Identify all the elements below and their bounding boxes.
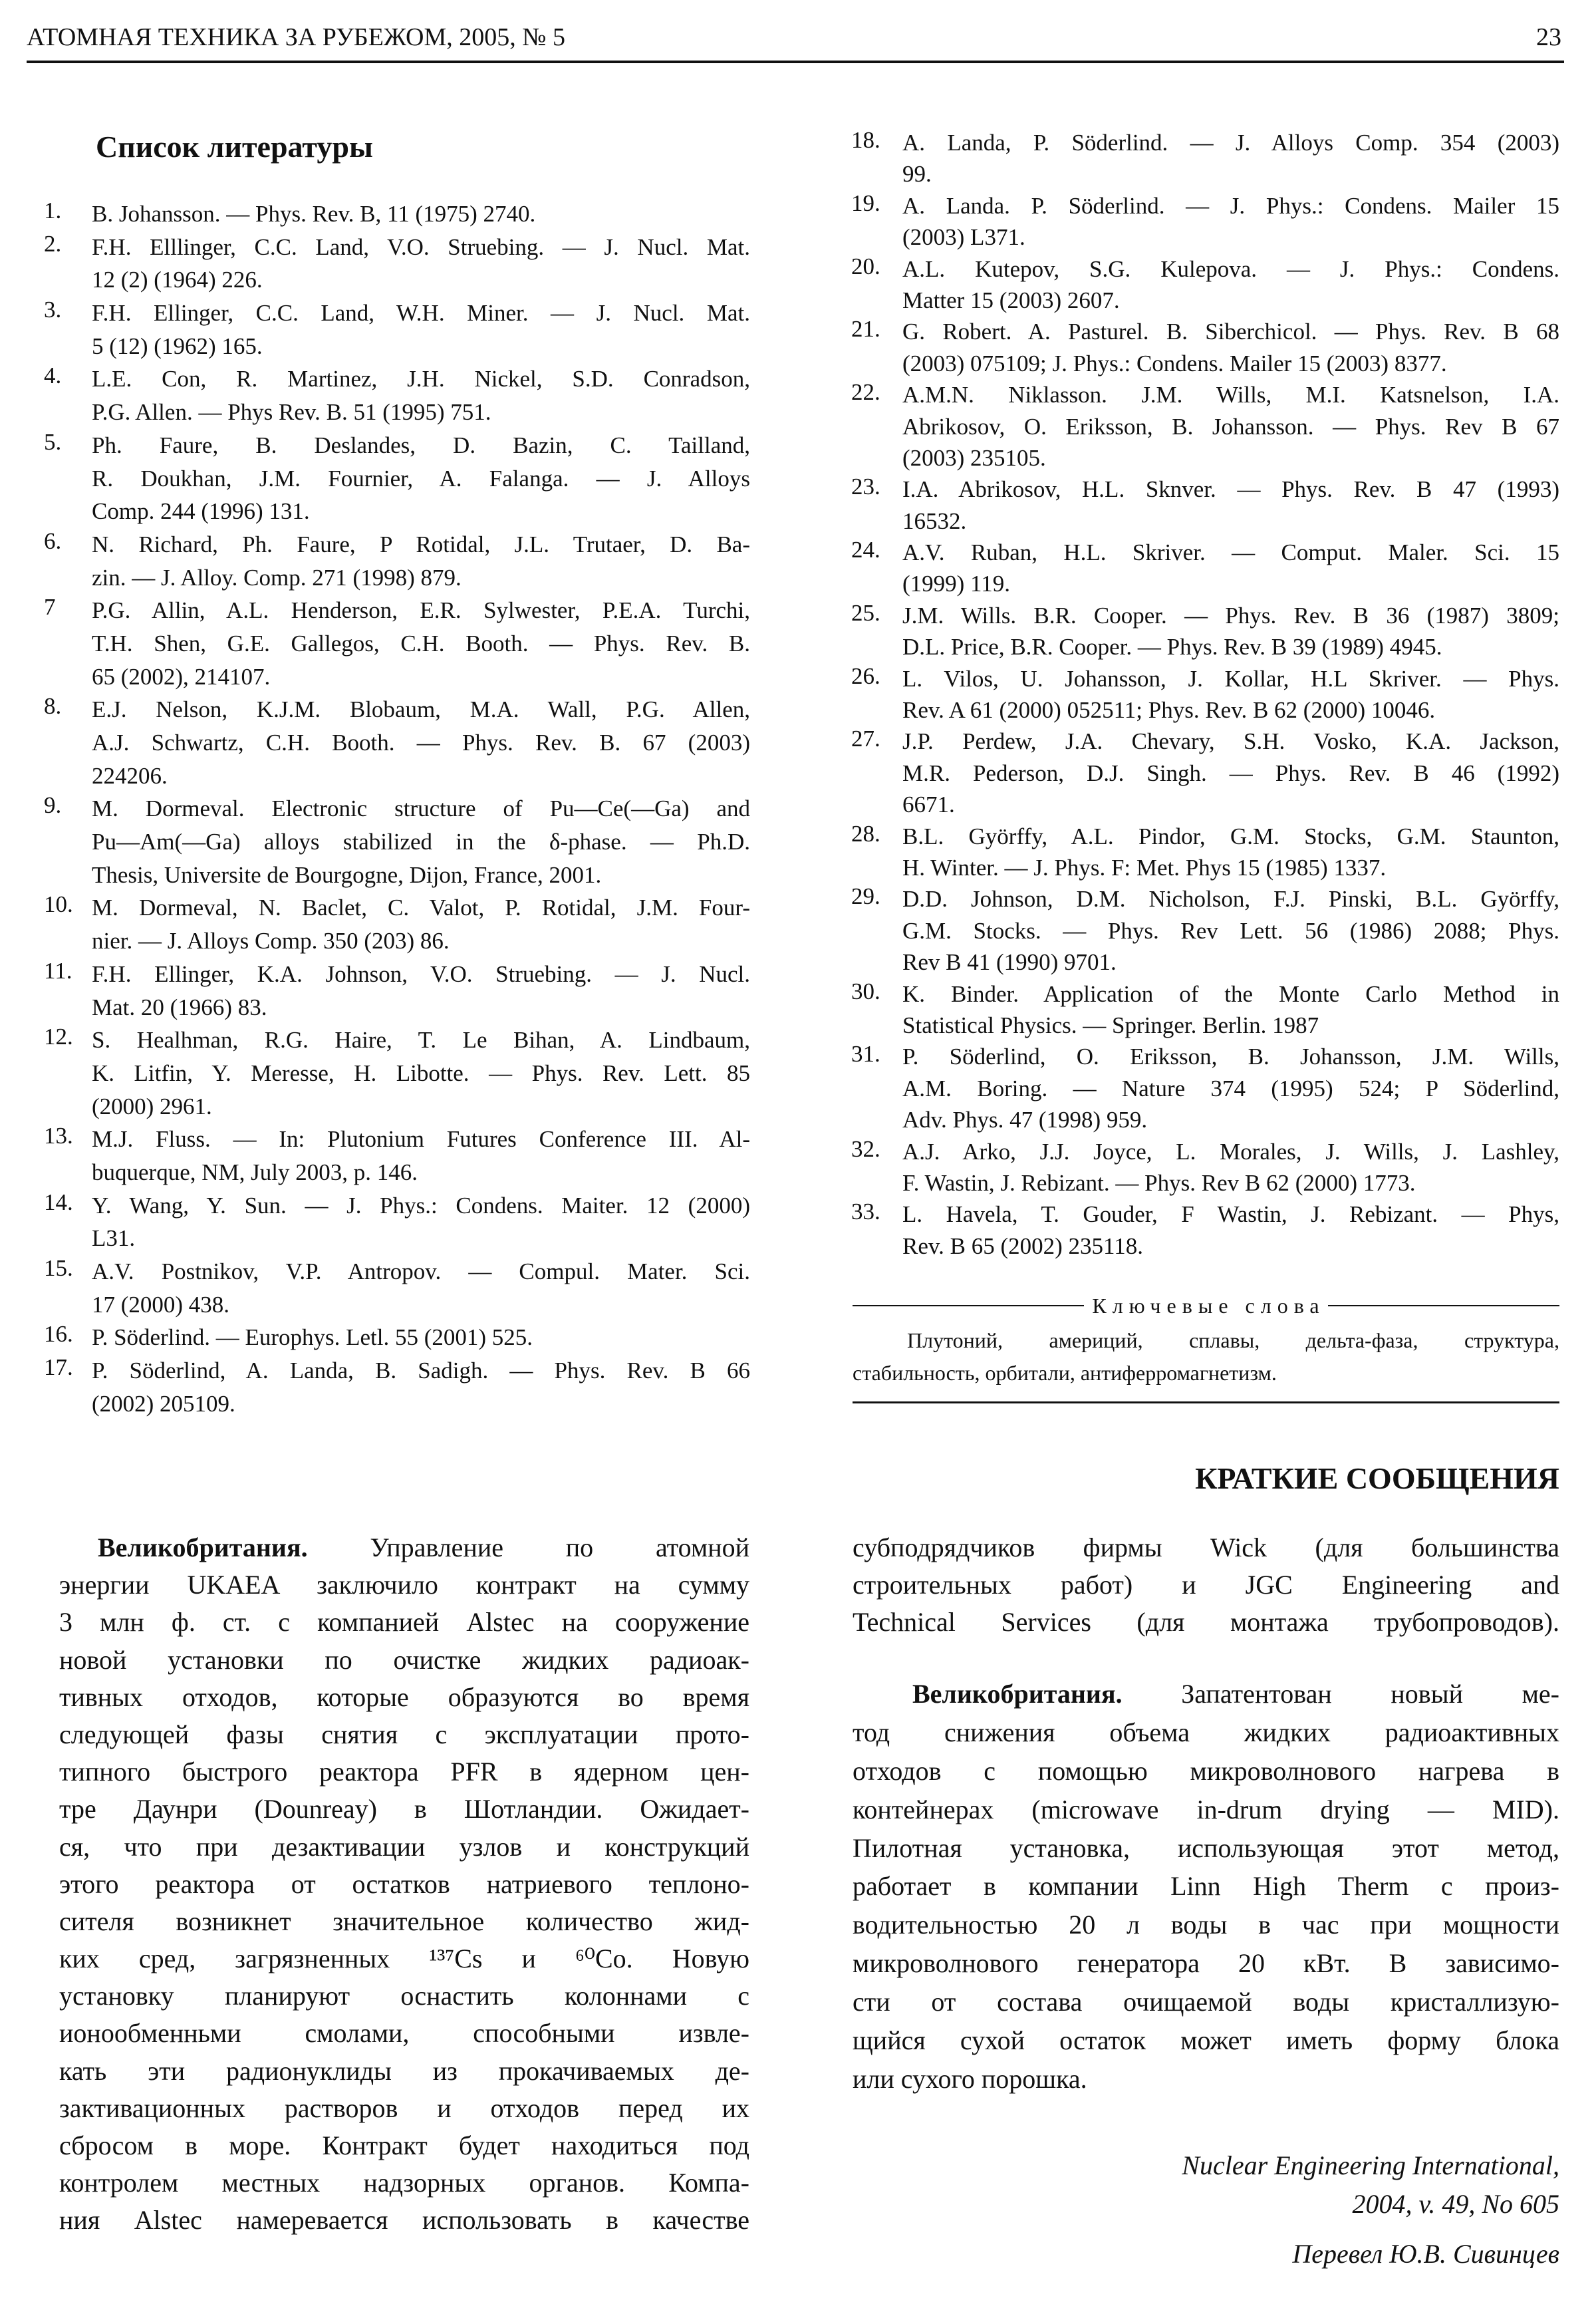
paragraph-line: [59, 2127, 749, 2164]
reference-line: (1999) 119.: [902, 571, 1011, 597]
paragraph-text: микроволнового генератора 20 кВт. В зависимо-: [853, 1948, 1559, 1979]
reference-line: D.D. Johnson, D.M. Nicholson, F.J. Pinski, B.L. Györffy,: [902, 886, 1559, 913]
news-item-uk-mid: [853, 1675, 1559, 2099]
reference-line: buquerque, NM, July 2003, p. 146.: [92, 1159, 418, 1185]
paragraph-text: 3 млн ф. ст. с компанией Alstec на сооружение: [59, 1607, 749, 1638]
reference-line: 17 (2000) 438.: [92, 1291, 230, 1318]
reference-line: G. Robert. A. Pasturel. B. Siberchicol. — Phys. Rev. B 68: [902, 319, 1559, 345]
reference-line: (2000) 2961.: [92, 1093, 212, 1119]
reference-line: Adv. Phys. 47 (1998) 959.: [902, 1107, 1148, 1133]
reference-line: P.G. Allin, A.L. Henderson, E.R. Sylwester, P.E.A. Turchi,: [92, 597, 750, 624]
reference-line: Y. Wang, Y. Sun. — J. Phys.: Condens. Maiter. 12 (2000): [92, 1192, 750, 1219]
reference-line: M. Dormeval, N. Baclet, C. Valot, P. Rotidal, J.M. Four-: [92, 895, 750, 921]
paragraph-line: [853, 2021, 1559, 2060]
reference-number: 27.: [851, 726, 880, 752]
paragraph-text: тре Даунри (Dounreay) в Шотландии. Ожидает-: [59, 1794, 749, 1824]
reference-line: P. Söderlind, A. Landa, B. Sadigh. — Phys. Rev. B 66: [92, 1358, 750, 1384]
paragraph-text: Пилотная установка, использующая этот метод,: [853, 1832, 1559, 1863]
paragraph-text: контейнерах (microwave in-drum drying — MID).: [853, 1794, 1559, 1824]
running-head: АТОМНАЯ ТЕХНИКА ЗА РУБЕЖОМ, 2005, № 5: [27, 23, 566, 51]
reference-line: A.V. Ruban, H.L. Skriver. — Comput. Maler. Sci. 15: [902, 539, 1559, 566]
reference-line: 16532.: [902, 507, 967, 534]
reference-item: [851, 1199, 1559, 1262]
paragraph-line: [853, 2060, 1559, 2099]
paragraph-line: [59, 1642, 749, 1679]
reference-number: 10.: [44, 891, 73, 918]
reference-number: 33.: [851, 1199, 880, 1225]
reference-line: L. Havela, T. Gouder, F Wastin, J. Rebizant. — Phys,: [902, 1201, 1559, 1228]
paragraph-text: кать эти радионуклиды из прокачиваемых де-: [59, 2055, 749, 2086]
reference-item: [44, 1255, 750, 1321]
reference-line: D.L. Price, B.R. Cooper. — Phys. Rev. B 39 (1989) 4945.: [902, 634, 1442, 660]
reference-item: [44, 1189, 750, 1255]
paragraph-text: сбросом в море. Контракт будет находиться под: [59, 2130, 749, 2160]
reference-item: [44, 362, 750, 428]
paragraph-text: Управление по атомной: [307, 1532, 749, 1562]
reference-number: 30.: [851, 978, 880, 1004]
paragraph-line: [59, 2202, 749, 2239]
keywords-title: Ключевые слова: [1092, 1293, 1325, 1318]
references-list-right: [851, 127, 1559, 1262]
paragraph-line: [59, 2015, 749, 2052]
paragraph-line: [853, 1906, 1559, 1944]
reference-line: L.E. Con, R. Martinez, J.H. Nickel, S.D. Conradson,: [92, 366, 750, 392]
reference-line: A.J. Schwartz, C.H. Booth. — Phys. Rev. B. 67 (2003): [92, 730, 750, 756]
reference-item: [851, 190, 1559, 253]
reference-line: Statistical Physics. — Springer. Berlin. 1987: [902, 1012, 1319, 1038]
reference-line: A.J. Arko, J.J. Joyce, L. Morales, J. Wills, J. Lashley,: [902, 1138, 1559, 1165]
reference-line: A. Landa, P. Söderlind. — J. Alloys Comp. 354 (2003): [902, 130, 1559, 156]
paragraph-line: [59, 1791, 749, 1828]
paragraph-line: [59, 1866, 749, 1903]
reference-item: [851, 978, 1559, 1042]
reference-item: [44, 957, 750, 1024]
reference-line: (2003) L371.: [902, 224, 1025, 251]
paragraph-line: [853, 1675, 1559, 1713]
reference-line: F.H. Ellinger, C.C. Land, W.H. Miner. — J. Nucl. Mat.: [92, 300, 750, 327]
reference-item: [44, 891, 750, 957]
keywords-text: [853, 1324, 1559, 1389]
keywords-line: стабильность, орбитали, антиферромагнетизм.: [853, 1361, 1277, 1385]
paragraph-line: строительных работ) и JGC Engineering and: [853, 1570, 1559, 1600]
reference-number: 4.: [44, 362, 62, 389]
reference-line: P. Söderlind, O. Eriksson, B. Johansson, J.M. Wills,: [902, 1044, 1559, 1070]
reference-line: Comp. 244 (1996) 131.: [92, 498, 310, 525]
reference-line: Abrikosov, O. Eriksson, B. Johansson. — Phys. Rev B 67: [902, 413, 1559, 440]
reference-line: 99.: [902, 161, 932, 188]
reference-line: Rev. B 65 (2002) 235118.: [902, 1232, 1143, 1259]
reference-line: T.H. Shen, G.E. Gallegos, C.H. Booth. — Phys. Rev. B.: [92, 630, 750, 656]
reference-line: (2003) 235105.: [902, 444, 1046, 471]
reference-number: 22.: [851, 379, 880, 406]
paragraph-text: зактивационных растворов и отходов перед их: [59, 2093, 749, 2123]
reference-line: M.J. Fluss. — In: Plutonium Futures Conference III. Al-: [92, 1126, 750, 1153]
reference-item: [44, 1321, 750, 1354]
section-title: КРАТКИЕ СООБЩЕНИЯ: [1195, 1461, 1559, 1495]
page-number: 23: [1536, 23, 1561, 51]
reference-line: (2002) 205109.: [92, 1390, 235, 1417]
reference-line: A.M. Boring. — Nature 374 (1995) 524; P Söderlind,: [902, 1075, 1559, 1101]
paragraph-text: ся, что при дезактивации узлов и конструкций: [59, 1831, 749, 1862]
reference-line: K. Litfin, Y. Meresse, H. Libotte. — Phys. Rev. Lett. 85: [92, 1060, 750, 1086]
reference-item: [44, 428, 750, 528]
reference-line: B. Johansson. — Phys. Rev. B, 11 (1975) 2740.: [92, 201, 536, 227]
divider: [853, 1305, 1084, 1306]
reference-item: [44, 1123, 750, 1189]
reference-item: [44, 527, 750, 594]
reference-item: [44, 792, 750, 891]
reference-number: 20.: [851, 253, 880, 279]
reference-line: M. Dormeval. Electronic structure of Pu—Ce(—Ga) and: [92, 796, 750, 822]
reference-line: F.H. Elllinger, C.C. Land, V.O. Struebing. — J. Nucl. Mat.: [92, 233, 750, 260]
reference-number: 25.: [851, 599, 880, 626]
reference-line: P.G. Allen. — Phys Rev. B. 51 (1995) 751.: [92, 399, 491, 426]
reference-line: G.M. Stocks. — Phys. Rev Lett. 56 (1986) 2088; Phys.: [902, 917, 1559, 944]
keywords-block: [853, 1287, 1559, 1403]
paragraph-line: Technical Services (для монтажа трубопроводов).: [853, 1607, 1559, 1637]
paragraph-line: [853, 1983, 1559, 2021]
paragraph-line: [59, 1679, 749, 1716]
reference-item: [851, 253, 1559, 317]
reference-line: (2003) 075109; J. Phys.: Condens. Mailer 15 (2003) 8377.: [902, 350, 1447, 376]
references-list-left: [44, 198, 750, 1420]
reference-number: 1.: [44, 198, 62, 223]
reference-line: F.H. Ellinger, K.A. Johnson, V.O. Struebing. — J. Nucl.: [92, 960, 750, 987]
reference-line: J.M. Wills. B.R. Cooper. — Phys. Rev. B 36 (1987) 3809;: [902, 602, 1559, 629]
reference-line: A.L. Kutepov, S.G. Kulepova. — J. Phys.: Condens.: [902, 255, 1559, 282]
reference-number: 28.: [851, 820, 880, 847]
divider: [853, 1401, 1559, 1403]
reference-line: R. Doukhan, J.M. Fournier, A. Falanga. — J. Alloys: [92, 465, 750, 492]
reference-number: 31.: [851, 1041, 880, 1068]
paragraph-line: [59, 2053, 749, 2090]
paragraph-lead: Великобритания.: [98, 1532, 308, 1562]
paragraph-line: [853, 1944, 1559, 1983]
paragraph-line: [59, 1566, 749, 1604]
reference-line: K. Binder. Application of the Monte Carlo Method in: [902, 980, 1559, 1007]
paragraph-line: субподрядчиков фирмы Wick (для большинства: [853, 1532, 1559, 1562]
reference-item: [44, 297, 750, 362]
reference-line: nier. — J. Alloys Comp. 350 (203) 86.: [92, 928, 450, 954]
reference-number: 8.: [44, 693, 62, 720]
reference-item: [851, 883, 1559, 978]
paragraph-text: ния Alstec намеревается использовать в качестве: [59, 2205, 749, 2236]
divider: [1328, 1305, 1559, 1306]
reference-number: 5.: [44, 428, 62, 455]
paragraph-text: типного быстрого реактора PFR в ядерном цен-: [59, 1757, 749, 1787]
reference-line: Thesis, Universite de Bourgogne, Dijon, France, 2001.: [92, 861, 602, 888]
reference-number: 3.: [44, 297, 62, 323]
reference-number: 12.: [44, 1024, 73, 1050]
paragraph-text: тод снижения объема жидких радиоактивных: [853, 1717, 1559, 1747]
reference-line: H. Winter. — J. Phys. F: Met. Phys 15 (1985) 1337.: [902, 854, 1387, 881]
reference-line: N. Richard, Ph. Faure, P Rotidal, J.L. Trutaer, D. Ba-: [92, 531, 750, 557]
paragraph-line: [853, 1791, 1559, 1829]
reference-item: [851, 127, 1559, 190]
paragraph-line: [59, 1903, 749, 1940]
reference-item: [851, 474, 1559, 537]
news-item-continuation: [853, 1529, 1559, 1641]
reference-number: 23.: [851, 474, 880, 500]
reference-line: Rev B 41 (1990) 9701.: [902, 949, 1117, 976]
source-citation: 2004, v. 49, No 605: [1352, 2189, 1559, 2219]
paragraph-text: контролем местных надзорных органов. Компа-: [59, 2168, 749, 2198]
paragraph-line: [59, 2164, 749, 2202]
reference-line: A.V. Postnikov, V.P. Antropov. — Compul. Mater. Sci.: [92, 1258, 750, 1284]
translator-credit: Перевел Ю.В. Сивинцев: [1292, 2239, 1559, 2269]
paragraph-line: [59, 1604, 749, 1641]
reference-number: 17.: [44, 1354, 73, 1381]
reference-line: Mat. 20 (1966) 83.: [92, 994, 267, 1020]
reference-number: 18.: [851, 127, 880, 153]
paragraph-text: ких сред, загрязненных ¹³⁷Cs и ⁶⁰Co. Новую: [59, 1944, 749, 1974]
reference-item: [44, 230, 750, 297]
paragraph-text: или сухого порошка.: [853, 2063, 1087, 2094]
reference-number: 2.: [44, 230, 62, 257]
reference-number: 21.: [851, 316, 880, 343]
paragraph-line: [853, 1713, 1559, 1752]
reference-number: 7: [44, 594, 56, 621]
keywords-title-row: [853, 1287, 1559, 1324]
reference-line: A.M.N. Niklasson. J.M. Wills, M.I. Katsnelson, I.A.: [902, 382, 1559, 408]
reference-item: [851, 379, 1559, 474]
paragraph-line: [59, 1753, 749, 1791]
reference-number: 6.: [44, 527, 62, 554]
reference-line: 224206.: [92, 762, 168, 789]
paragraph-text: новой установки по очистке жидких радиоак-: [59, 1644, 749, 1675]
paragraph-line: [853, 1867, 1559, 1906]
reference-line: M.R. Pederson, D.J. Singh. — Phys. Rev. B 46 (1992): [902, 760, 1559, 786]
reference-number: 11.: [44, 957, 72, 984]
paragraph-text: установку планируют оснастить колоннами с: [59, 1981, 749, 2011]
reference-number: 29.: [851, 883, 880, 910]
reference-line: 6671.: [902, 792, 955, 818]
reference-number: 19.: [851, 190, 880, 216]
header-rule: [27, 61, 1564, 63]
paragraph-text: этого реактора от остатков натриевого теплоно-: [59, 1868, 749, 1899]
news-item-uk-ukaea: [59, 1529, 749, 2240]
paragraph-text: отходов с помощью микроволнового нагрева в: [853, 1755, 1559, 1786]
paragraph-text: сителя возникнет значительное количество жид-: [59, 1906, 749, 1936]
paragraph-line: [59, 1828, 749, 1866]
reference-line: S. Healhman, R.G. Haire, T. Le Bihan, A. Lindbaum,: [92, 1027, 750, 1054]
reference-item: [851, 726, 1559, 820]
reference-line: F. Wastin, J. Rebizant. — Phys. Rev B 62 (2000) 1773.: [902, 1169, 1416, 1196]
reference-item: [44, 693, 750, 792]
paragraph-line: [59, 1716, 749, 1753]
reference-line: Rev. A 61 (2000) 052511; Phys. Rev. B 62 (2000) 10046.: [902, 697, 1436, 724]
reference-line: L. Vilos, U. Johansson, J. Kollar, H.L Skriver. — Phys.: [902, 665, 1559, 692]
source-citation: Nuclear Engineering International,: [1182, 2150, 1559, 2180]
paragraph-text: ионообменньми смолами, способными извле-: [59, 2018, 749, 2049]
reference-line: 12 (2) (1964) 226.: [92, 267, 263, 293]
reference-item: [44, 594, 750, 693]
paragraph-lead: Великобритания.: [912, 1679, 1123, 1709]
reference-number: 15.: [44, 1255, 73, 1281]
reference-line: 5 (12) (1962) 165.: [92, 333, 263, 359]
paragraph-text: энергии UKAEA заключило контракт на сумму: [59, 1570, 749, 1600]
paragraph-text: щийся сухой остаток может иметь форму блока: [853, 2025, 1559, 2056]
paragraph-line: [59, 1529, 749, 1566]
paragraph-line: [59, 2090, 749, 2127]
paragraph-text: водительностью 20 л воды в час при мощности: [853, 1910, 1559, 1940]
reference-item: [851, 1041, 1559, 1135]
reference-number: 24.: [851, 537, 880, 563]
paragraph-text: следующей фазы снятия с эксплуатации прото-: [59, 1719, 749, 1749]
reference-item: [44, 1354, 750, 1420]
reference-line: I.A. Abrikosov, H.L. Sknver. — Phys. Rev. B 47 (1993): [902, 476, 1559, 503]
paragraph-line: [59, 1977, 749, 2015]
reference-line: 65 (2002), 214107.: [92, 663, 271, 690]
reference-number: 16.: [44, 1321, 73, 1348]
reference-line: E.J. Nelson, K.J.M. Blobaum, M.A. Wall, P.G. Allen,: [92, 696, 750, 723]
paragraph-text: работает в компании Linn High Therm с произ-: [853, 1871, 1559, 1902]
reference-line: L31.: [92, 1225, 136, 1252]
reference-line: B.L. Györffy, A.L. Pindor, G.M. Stocks, G.M. Staunton,: [902, 823, 1559, 849]
references-title: Список литературы: [96, 130, 373, 164]
reference-number: 32.: [851, 1135, 880, 1162]
reference-item: [44, 198, 750, 231]
reference-line: Ph. Faure, B. Deslandes, D. Bazin, C. Tailland,: [92, 432, 750, 458]
paragraph-line: [853, 1752, 1559, 1791]
reference-line: Matter 15 (2003) 2607.: [902, 287, 1120, 313]
reference-item: [851, 316, 1559, 379]
reference-item: [44, 1024, 750, 1123]
reference-number: 9.: [44, 792, 62, 819]
reference-item: [851, 1135, 1559, 1199]
reference-number: 26.: [851, 662, 880, 689]
reference-item: [851, 537, 1559, 600]
keywords-line: Плутоний, америций, сплавы, дельта-фаза, структура,: [907, 1328, 1559, 1352]
reference-line: J.P. Perdew, J.A. Chevary, S.H. Vosko, K.A. Jackson,: [902, 728, 1559, 755]
reference-line: Pu—Am(—Ga) alloys stabilized in the δ-phase. — Ph.D.: [92, 829, 750, 855]
reference-line: A. Landa. P. Söderlind. — J. Phys.: Condens. Mailer 15: [902, 192, 1559, 219]
reference-item: [851, 662, 1559, 726]
paragraph-line: [59, 1940, 749, 1977]
paragraph-text: тивных отходов, которые образуются во время: [59, 1681, 749, 1712]
paragraph-line: [853, 1829, 1559, 1868]
reference-item: [851, 820, 1559, 884]
paragraph-text: Запатентован новый ме-: [1122, 1679, 1559, 1709]
reference-line: P. Söderlind. — Europhys. Letl. 55 (2001) 525.: [92, 1324, 533, 1351]
reference-item: [851, 599, 1559, 663]
reference-line: zin. — J. Alloy. Comp. 271 (1998) 879.: [92, 564, 462, 591]
news-column-right: [853, 1529, 1559, 2099]
reference-number: 14.: [44, 1189, 73, 1215]
reference-number: 13.: [44, 1123, 73, 1149]
paragraph-text: сти от состава очищаемой воды кристаллизую-: [853, 1987, 1559, 2017]
